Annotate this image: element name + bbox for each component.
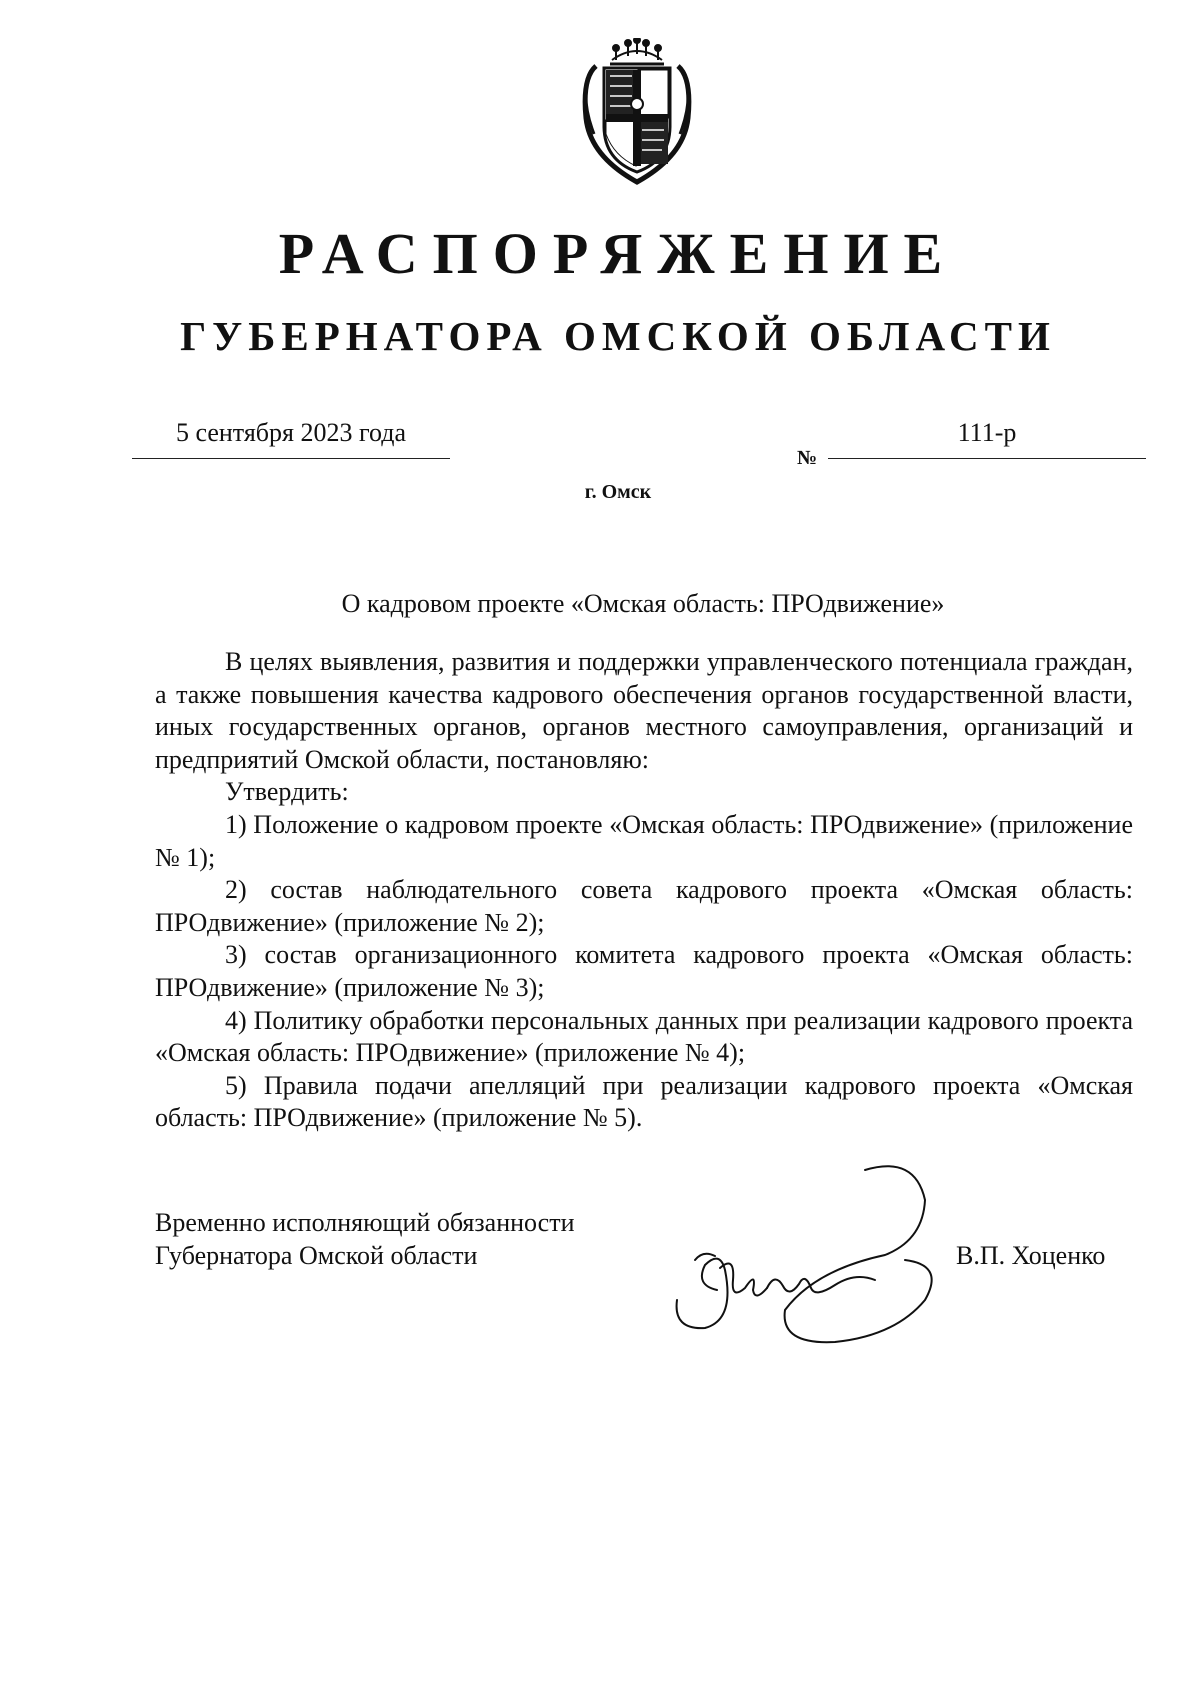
- document-subject: О кадровом проекте «Омская область: ПРОдвижение»: [341, 589, 945, 618]
- document-subtitle: ГУБЕРНАТОРА ОМСКОЙ ОБЛАСТИ: [180, 313, 1056, 359]
- body-paragraph: 4) Политику обработки персональных данных при реализации кадрового проекта «Омская область: ПРОдвижение» (приложение № 4);: [155, 1005, 1133, 1068]
- coat-of-arms-icon: [576, 38, 698, 186]
- body-paragraph: Утвердить:: [225, 777, 349, 807]
- handwritten-signature-icon: [665, 1160, 1005, 1350]
- signatory-name: В.П. Хоценко: [956, 1241, 1106, 1270]
- body-paragraph: В целях выявления, развития и поддержки управленческого потенциала граждан, а также повышения качества кадрового обеспечения органов государственной власти, иных государственных органов, органов местного самоуправления, организаций и предприятий Омской области, постановляю:: [155, 647, 1133, 774]
- document-title: РАСПОРЯЖЕНИЕ: [278, 221, 958, 286]
- number-sign: №: [797, 447, 818, 469]
- body-paragraph: 5) Правила подачи апелляций при реализации кадрового проекта «Омская область: ПРОдвижение» (приложение № 5).: [155, 1070, 1133, 1133]
- body-paragraph: 1) Положение о кадровом проекте «Омская область: ПРОдвижение» (приложение № 1);: [155, 809, 1133, 872]
- body-paragraph: 2) состав наблюдательного совета кадрового проекта «Омская область: ПРОдвижение» (приложение № 2);: [155, 875, 1133, 937]
- body-paragraph: 3) состав организационного комитета кадрового проекта «Омская область: ПРОдвижение» (приложение № 3);: [155, 940, 1133, 1002]
- document-body: [155, 646, 1133, 1135]
- document-number: 111-р: [828, 418, 1146, 459]
- signatory-position-line2: Губернатора Омской области: [155, 1241, 478, 1270]
- document-city: г. Омск: [584, 481, 652, 503]
- document-date: 5 сентября 2023 года: [132, 418, 450, 459]
- signatory-position: [155, 1206, 575, 1272]
- signatory-position-line1: Временно исполняющий обязанности: [155, 1208, 575, 1237]
